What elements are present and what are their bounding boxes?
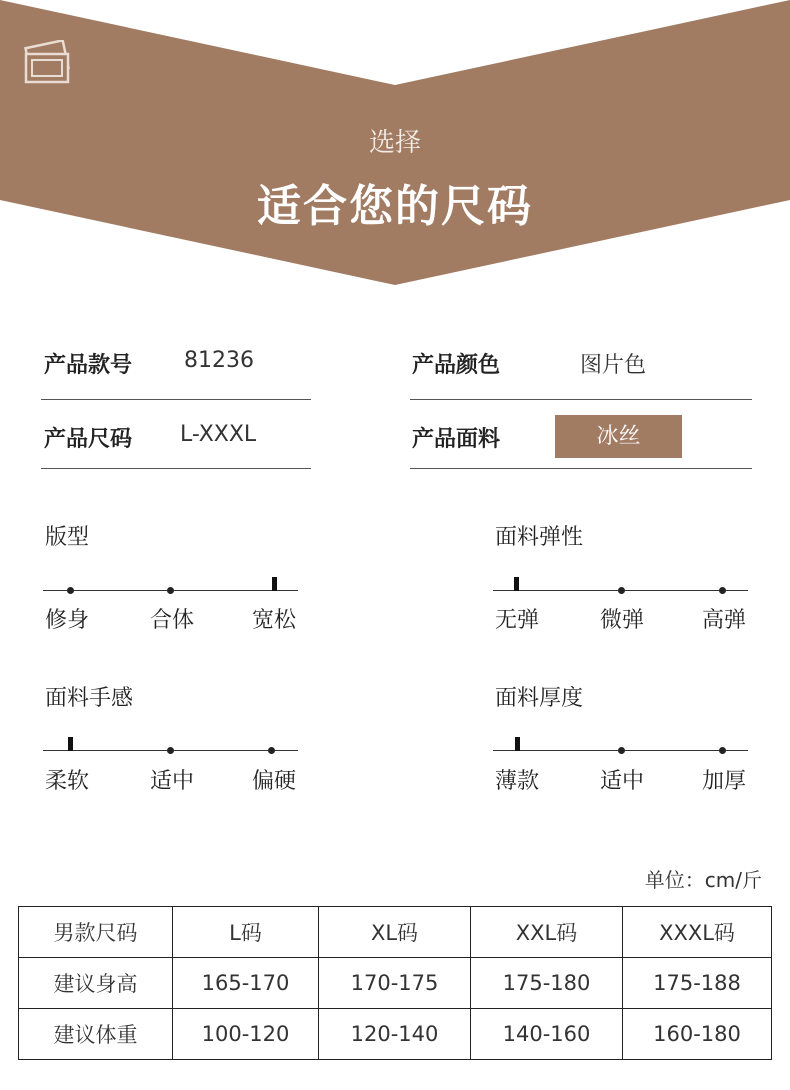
table-row <box>19 958 772 1009</box>
header-subtitle: 选择 <box>368 128 421 158</box>
table-cell: 建议体重 <box>19 1009 173 1060</box>
thickness-scale-dot <box>618 747 625 754</box>
table-header-cell: L码 <box>173 907 319 958</box>
table-cell: 165-170 <box>173 958 319 1009</box>
elasticity-option: 高弹 <box>701 608 746 633</box>
color-value: 图片色 <box>580 353 647 378</box>
table-row <box>19 1009 772 1060</box>
fit-option: 合体 <box>149 608 194 633</box>
divider <box>41 468 311 469</box>
divider <box>410 399 752 400</box>
table-cell: 170-175 <box>319 958 471 1009</box>
table-cell: 100-120 <box>173 1009 319 1060</box>
elasticity-scale-dot <box>719 587 726 594</box>
hand-feel-option: 柔软 <box>44 769 89 794</box>
divider <box>41 399 311 400</box>
thickness-option: 薄款 <box>494 769 539 794</box>
table-header-row <box>19 907 772 958</box>
elasticity-scale-marker <box>514 577 519 591</box>
unit-label: 单位：cm/斤 <box>644 868 762 892</box>
fabric-label: 产品面料 <box>412 427 501 452</box>
table-header-cell: XXXL码 <box>623 907 772 958</box>
size-value: L-XXXL <box>180 422 257 447</box>
size-label: 产品尺码 <box>44 427 133 452</box>
table-header-cell: XXL码 <box>471 907 623 958</box>
hand-feel-scale-dot <box>167 747 174 754</box>
photos-icon <box>22 40 72 90</box>
table-header-cell: XL码 <box>319 907 471 958</box>
hand-feel-scale-marker <box>68 737 73 751</box>
header-title: 适合您的尺码 <box>257 181 533 232</box>
thickness-option: 加厚 <box>701 769 746 794</box>
color-label: 产品颜色 <box>412 353 501 378</box>
style-no-value: 81236 <box>184 348 254 373</box>
thickness-option: 适中 <box>599 769 644 794</box>
table-cell: 175-188 <box>623 958 772 1009</box>
fit-option: 宽松 <box>251 608 296 633</box>
table-cell: 175-180 <box>471 958 623 1009</box>
hand-feel-scale-dot <box>268 747 275 754</box>
table-cell: 160-180 <box>623 1009 772 1060</box>
table-cell: 140-160 <box>471 1009 623 1060</box>
table-header-cell: 男款尺码 <box>19 907 173 958</box>
fit-scale-dot <box>167 587 174 594</box>
divider <box>410 468 752 469</box>
hand-feel-scale-title: 面料手感 <box>45 686 134 711</box>
fit-option: 修身 <box>44 608 89 633</box>
fit-scale-dot <box>67 587 74 594</box>
size-table <box>18 906 772 1060</box>
thickness-scale-dot <box>719 747 726 754</box>
table-cell: 建议身高 <box>19 958 173 1009</box>
style-no-label: 产品款号 <box>44 353 133 378</box>
thickness-scale-title: 面料厚度 <box>495 686 584 711</box>
hand-feel-option: 适中 <box>149 769 194 794</box>
table-cell: 120-140 <box>319 1009 471 1060</box>
fit-scale-title: 版型 <box>45 525 90 550</box>
elasticity-option: 无弹 <box>494 608 539 633</box>
elasticity-option: 微弹 <box>599 608 644 633</box>
fabric-value-badge: 冰丝 <box>555 415 682 458</box>
elasticity-scale-dot <box>618 587 625 594</box>
elasticity-scale-title: 面料弹性 <box>495 525 584 550</box>
thickness-scale-marker <box>515 737 520 751</box>
hand-feel-option: 偏硬 <box>251 769 296 794</box>
fit-scale-marker <box>272 577 277 591</box>
